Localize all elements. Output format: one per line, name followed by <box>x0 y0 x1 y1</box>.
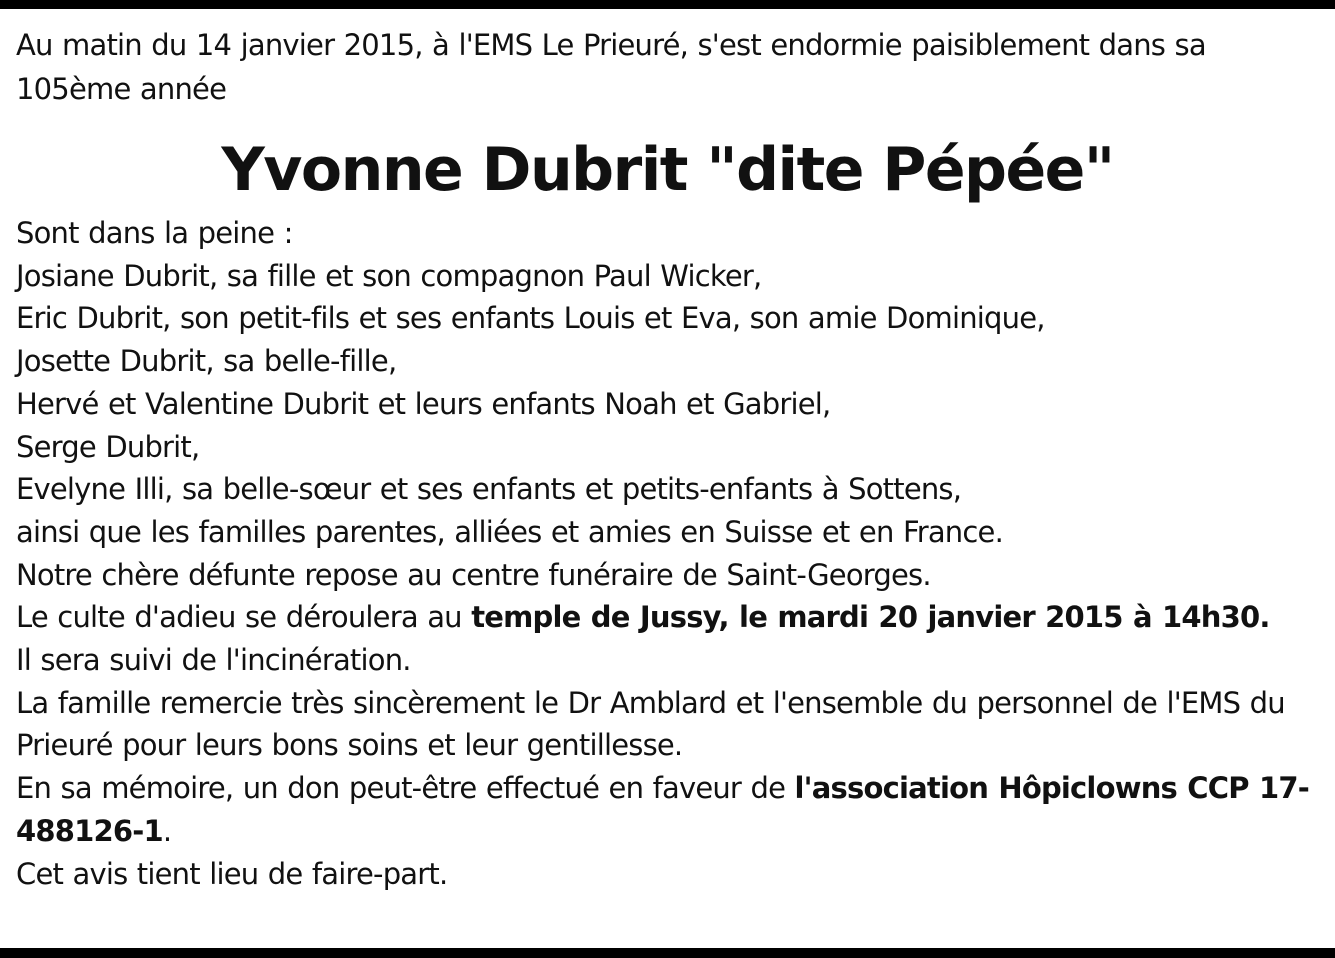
mourner-line: Hervé et Valentine Dubrit et leurs enfants Noah et Gabriel, <box>16 386 831 421</box>
intro-text: Au matin du 14 janvier 2015, à l'EMS Le Prieuré, s'est endormie paisiblement dans sa 105ème année <box>16 28 1206 106</box>
service-prefix: Le culte d'adieu se déroulera au <box>16 600 472 635</box>
mourner-line: Josiane Dubrit, sa fille et son compagnon Paul Wicker, <box>16 258 762 293</box>
top-border-rule <box>0 0 1335 9</box>
mourner-line: Eric Dubrit, son petit-fils et ses enfants Louis et Eva, son amie Dominique, <box>16 301 1045 336</box>
donation-text <box>16 767 1326 852</box>
donation-prefix: En sa mémoire, un don peut-être effectué en faveur de <box>16 771 795 806</box>
mourners-heading: Sont dans la peine : <box>16 216 293 250</box>
service-text <box>16 596 1326 639</box>
service-details: temple de Jussy, le mardi 20 janvier 2015 à 14h30. <box>471 600 1270 635</box>
incineration-text: Il sera suivi de l'incinération. <box>16 643 411 678</box>
mourner-line: Josette Dubrit, sa belle-fille, <box>16 344 397 379</box>
donation-suffix: . <box>162 813 172 848</box>
deceased-name: Yvonne Dubrit "dite Pépée" <box>221 135 1114 205</box>
mourner-line: ainsi que les familles parentes, alliées et amies en Suisse et en France. <box>16 514 1003 549</box>
closing-text: Cet avis tient lieu de faire-part. <box>16 856 448 891</box>
donation-recipient: l'association Hôpiclowns CCP 17-488126-1 <box>16 771 1309 848</box>
thanks-text: La famille remercie très sincèrement le Dr Amblard et l'ensemble du personnel de l'EMS du Prieuré pour leurs bons soins et leur gentillesse. <box>16 685 1285 763</box>
mourner-line: Evelyne Illi, sa belle-sœur et ses enfants et petits-enfants à Sottens, <box>16 472 962 507</box>
mourner-line: Serge Dubrit, <box>16 429 200 464</box>
notice-body <box>16 212 1326 895</box>
bottom-border-rule <box>0 948 1335 958</box>
repose-text: Notre chère défunte repose au centre funéraire de Saint-Georges. <box>16 557 931 592</box>
